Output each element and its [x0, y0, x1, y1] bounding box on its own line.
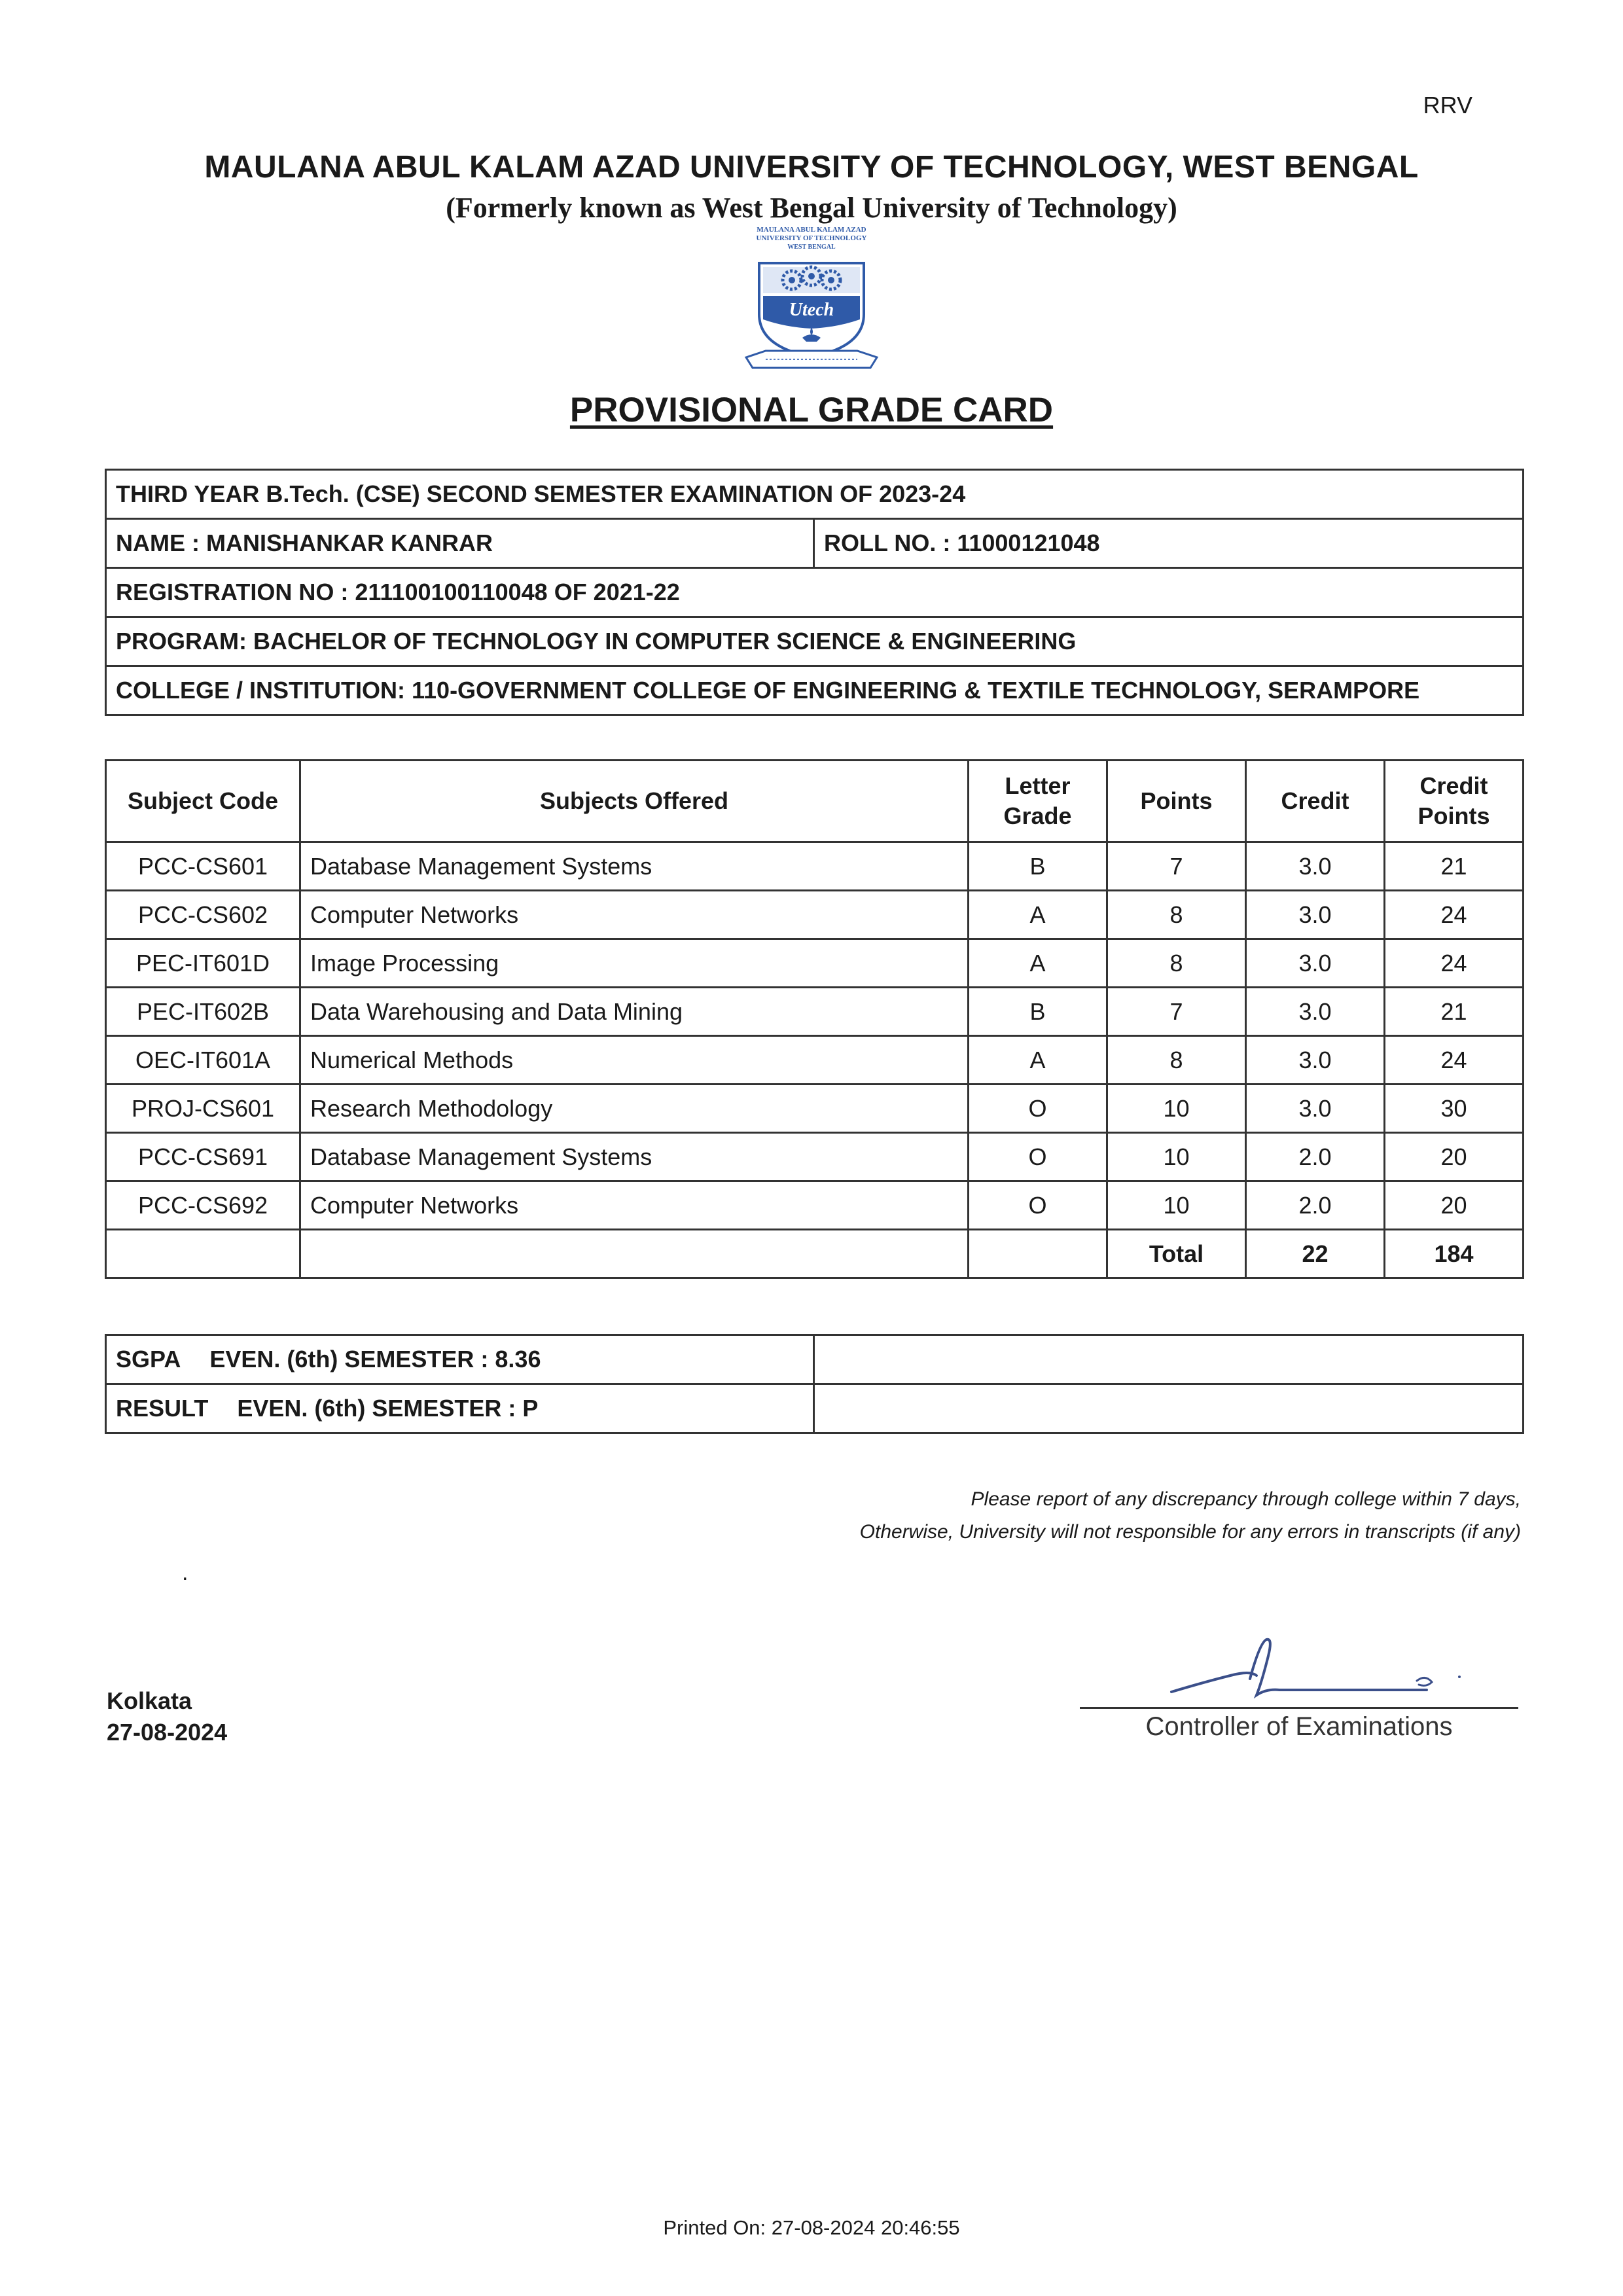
subject-code: PROJ-CS601 [106, 1085, 300, 1133]
credit: 3.0 [1246, 1085, 1385, 1133]
credit: 2.0 [1246, 1133, 1385, 1181]
table-row [106, 1036, 1524, 1085]
header-points: Points [1107, 761, 1246, 842]
subject-name: Database Management Systems [300, 842, 969, 891]
subject-code: PEC-IT602B [106, 988, 300, 1036]
sgpa-value: EVEN. (6th) SEMESTER : 8.36 [209, 1346, 541, 1372]
handwritten-signature [1152, 1630, 1466, 1708]
result-cell [106, 1384, 814, 1433]
subject-code: OEC-IT601A [106, 1036, 300, 1085]
header-credit-points-line-2: Points [1418, 802, 1490, 829]
credit: 3.0 [1246, 891, 1385, 939]
letter-grade: A [969, 1036, 1107, 1085]
total-credit: 22 [1246, 1230, 1385, 1278]
subject-code: PCC-CS601 [106, 842, 300, 891]
header-subjects-offered: Subjects Offered [300, 761, 969, 842]
table-row [106, 1085, 1524, 1133]
subject-name: Numerical Methods [300, 1036, 969, 1085]
total-row [106, 1230, 1524, 1278]
document-title: PROVISIONAL GRADE CARD [569, 391, 1054, 429]
issue-date: 27-08-2024 [107, 1719, 228, 1746]
credit-points: 24 [1385, 891, 1524, 939]
grade-points: 7 [1107, 988, 1246, 1036]
grade-points: 10 [1107, 1181, 1246, 1230]
letter-grade: A [969, 891, 1107, 939]
credit: 3.0 [1246, 842, 1385, 891]
logo-text-line-2: UNIVERSITY OF TECHNOLOGY [756, 234, 867, 242]
credit-points: 20 [1385, 1133, 1524, 1181]
subject-name: Computer Networks [300, 1181, 969, 1230]
grade-points: 7 [1107, 842, 1246, 891]
grade-points: 8 [1107, 891, 1246, 939]
result-summary-table [105, 1334, 1524, 1434]
table-row [106, 842, 1524, 891]
credit: 2.0 [1246, 1181, 1385, 1230]
subject-name: Image Processing [300, 939, 969, 988]
dot-mark: . [182, 1560, 188, 1585]
signature-line [1080, 1707, 1518, 1709]
table-row [106, 988, 1524, 1036]
exam-name: THIRD YEAR B.Tech. (CSE) SECOND SEMESTER EXAMINATION OF 2023-24 [106, 470, 1524, 519]
logo-text-line-3: WEST BENGAL [787, 243, 836, 251]
subject-code: PEC-IT601D [106, 939, 300, 988]
roll-number: ROLL NO. : 11000121048 [814, 519, 1524, 568]
university-name: MAULANA ABUL KALAM AZAD UNIVERSITY OF TECHNOLOGY, WEST BENGAL [204, 150, 1419, 185]
result-label: RESULT [116, 1395, 209, 1422]
subject-name: Research Methodology [300, 1085, 969, 1133]
college-name: COLLEGE / INSTITUTION: 110-GOVERNMENT COLLEGE OF ENGINEERING & TEXTILE TECHNOLOGY, SERAMPORE [106, 666, 1524, 715]
exam-row [106, 470, 1524, 519]
credit-points: 24 [1385, 1036, 1524, 1085]
result-value: EVEN. (6th) SEMESTER : P [237, 1395, 539, 1422]
registration-row [106, 568, 1524, 617]
header-credit-points [1385, 761, 1524, 842]
empty-cell [300, 1230, 969, 1278]
disclaimer-note: Otherwise, University will not responsible for any errors in transcripts (if any) [859, 1521, 1521, 1543]
credit-points: 21 [1385, 842, 1524, 891]
empty-cell [814, 1384, 1524, 1433]
header-credit-points-line-1: Credit [1419, 772, 1488, 799]
discrepancy-note: Please report of any discrepancy through college within 7 days, [971, 1488, 1521, 1510]
university-logo [740, 223, 883, 380]
empty-cell [106, 1230, 300, 1278]
letter-grade: O [969, 1085, 1107, 1133]
signatory-title: Controller of Examinations [1145, 1712, 1453, 1741]
total-label: Total [1107, 1230, 1246, 1278]
grades-header-row [106, 761, 1524, 842]
logo-shield-text: Utech [789, 300, 834, 320]
letter-grade: B [969, 988, 1107, 1036]
header-letter-grade [969, 761, 1107, 842]
grade-points: 8 [1107, 1036, 1246, 1085]
subject-name: Computer Networks [300, 891, 969, 939]
header-letter-grade-line-2: Grade [1003, 802, 1072, 829]
credit: 3.0 [1246, 1036, 1385, 1085]
grades-table [105, 759, 1524, 1279]
letter-grade: O [969, 1181, 1107, 1230]
table-row [106, 939, 1524, 988]
credit: 3.0 [1246, 939, 1385, 988]
grade-points: 8 [1107, 939, 1246, 988]
subject-code: PCC-CS691 [106, 1133, 300, 1181]
letter-grade: B [969, 842, 1107, 891]
table-row [106, 1133, 1524, 1181]
student-name: NAME : MANISHANKAR KANRAR [106, 519, 814, 568]
subject-name: Database Management Systems [300, 1133, 969, 1181]
student-info-table [105, 469, 1524, 716]
header-letter-grade-line-1: Letter [1005, 772, 1071, 799]
logo-text-line-1: MAULANA ABUL KALAM AZAD [757, 226, 866, 234]
letter-grade: A [969, 939, 1107, 988]
credit-points: 30 [1385, 1085, 1524, 1133]
subject-code: PCC-CS692 [106, 1181, 300, 1230]
table-row [106, 891, 1524, 939]
registration-number: REGISTRATION NO : 211100100110048 OF 2021-22 [106, 568, 1524, 617]
college-row [106, 666, 1524, 715]
credit-points: 20 [1385, 1181, 1524, 1230]
table-row [106, 1181, 1524, 1230]
credit-points: 24 [1385, 939, 1524, 988]
credit: 3.0 [1246, 988, 1385, 1036]
program-name: PROGRAM: BACHELOR OF TECHNOLOGY IN COMPUTER SCIENCE & ENGINEERING [106, 617, 1524, 666]
letter-grade: O [969, 1133, 1107, 1181]
header-subject-code: Subject Code [106, 761, 300, 842]
header-credit: Credit [1246, 761, 1385, 842]
university-former-name: (Formerly known as West Bengal University of Technology) [446, 192, 1177, 224]
grade-points: 10 [1107, 1133, 1246, 1181]
subject-name: Data Warehousing and Data Mining [300, 988, 969, 1036]
document-code: RRV [1423, 92, 1472, 118]
grade-points: 10 [1107, 1085, 1246, 1133]
sgpa-row [106, 1335, 1524, 1384]
result-row [106, 1384, 1524, 1433]
empty-cell [814, 1335, 1524, 1384]
empty-cell [969, 1230, 1107, 1278]
printed-timestamp: Printed On: 27-08-2024 20:46:55 [663, 2216, 960, 2239]
credit-points: 21 [1385, 988, 1524, 1036]
program-row [106, 617, 1524, 666]
issue-place: Kolkata [107, 1687, 192, 1714]
total-credit-points: 184 [1385, 1230, 1524, 1278]
subject-code: PCC-CS602 [106, 891, 300, 939]
sgpa-cell [106, 1335, 814, 1384]
sgpa-label: SGPA [116, 1346, 181, 1372]
name-roll-row [106, 519, 1524, 568]
